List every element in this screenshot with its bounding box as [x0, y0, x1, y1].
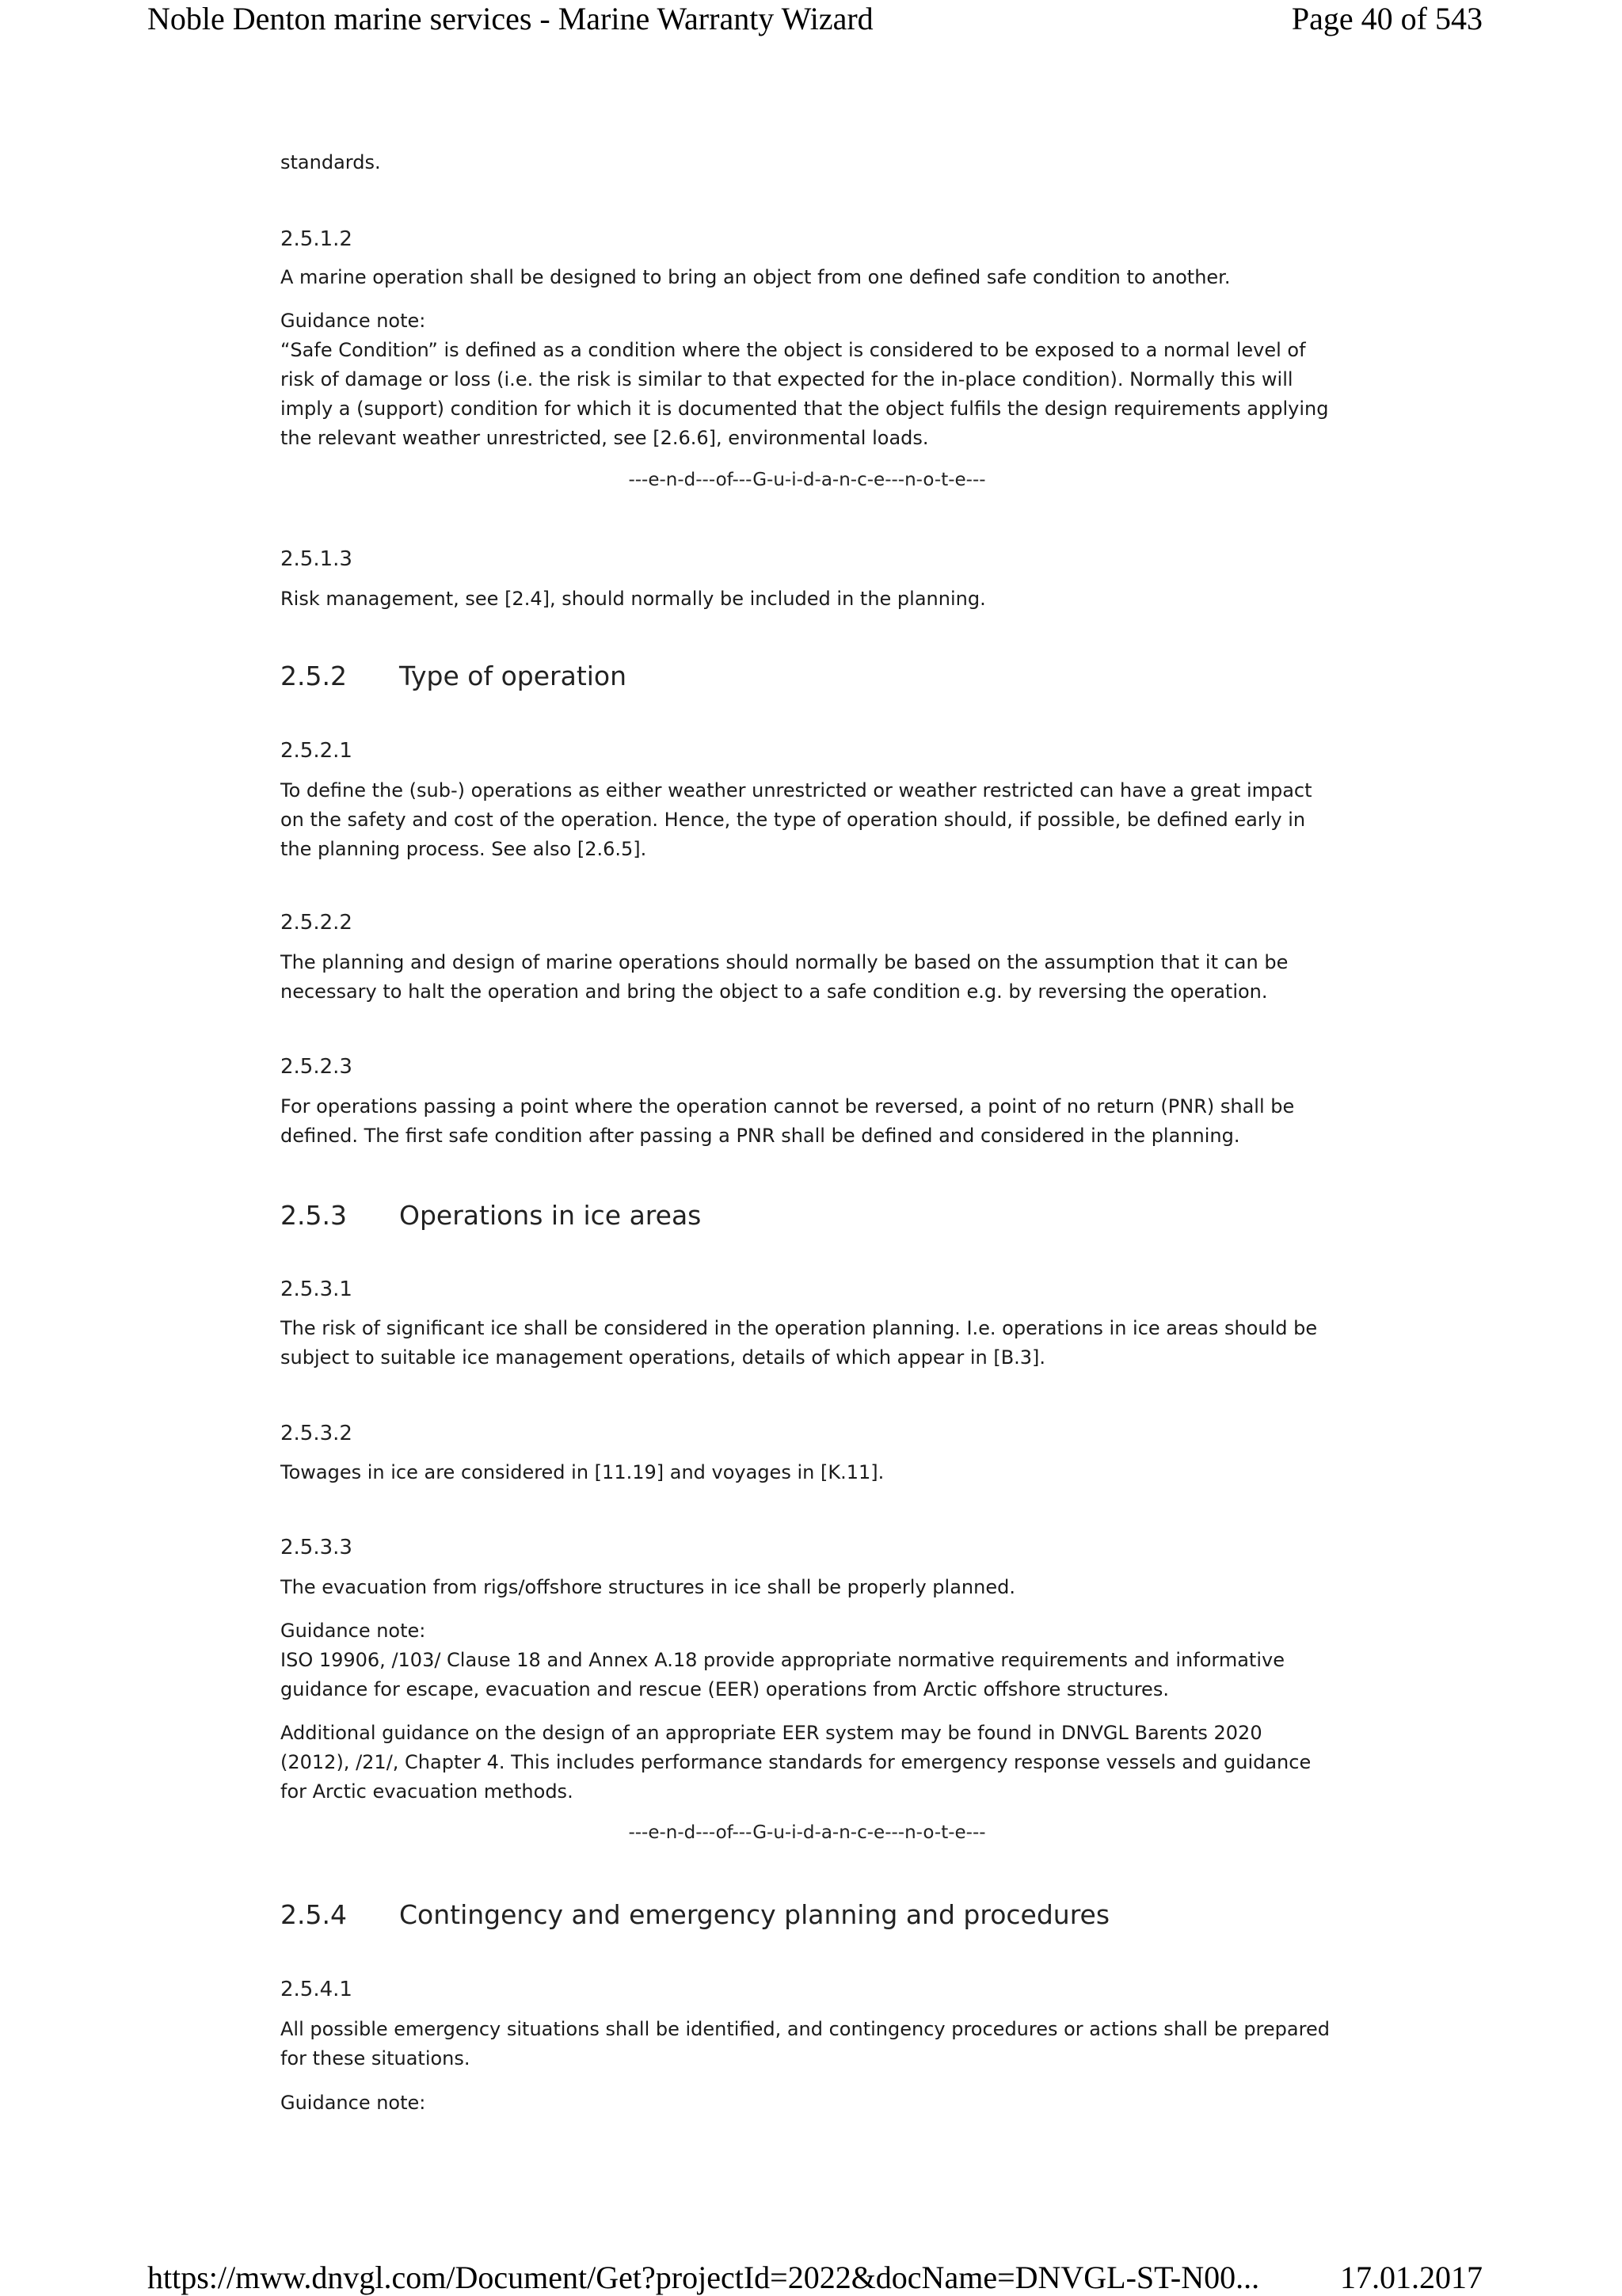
- clause-text-2-5-2-2: The planning and design of marine operations should normally be based on the assumption that it can be necessary to halt the operation and bring the object to a safe condition e.g. by reversing the operation.: [280, 951, 1289, 1003]
- clause-number-2-5-3-1: 2.5.3.1: [280, 1277, 352, 1301]
- clause-text-2-5-3-3: The evacuation from rigs/offshore structures in ice shall be properly planned.: [280, 1576, 1015, 1598]
- section-number: 2.5.2: [280, 661, 347, 691]
- clause-number-2-5-3-3: 2.5.3.3: [280, 1536, 352, 1559]
- page-number: Page 40 of 543: [1291, 1, 1483, 36]
- section-number: 2.5.4: [280, 1899, 347, 1930]
- clause-text-2-5-2-3: For operations passing a point where the operation cannot be reversed, a point of no return (PNR) shall be defined. The first safe condition after passing a PNR shall be defined and considered in the planning.: [280, 1095, 1295, 1147]
- clause-number-2-5-2-3: 2.5.2.3: [280, 1055, 352, 1079]
- clause-number-2-5-1-3: 2.5.1.3: [280, 547, 352, 571]
- clause-text-2-5-3-2: Towages in ice are considered in [11.19] and voyages in [K.11].: [280, 1461, 885, 1483]
- section-heading-2-5-3: [280, 1200, 701, 1231]
- clause-text-2-5-1-2: A marine operation shall be designed to bring an object from one defined safe condition to another.: [280, 266, 1231, 288]
- section-title: Operations in ice areas: [399, 1200, 702, 1231]
- guidance-note-text: “Safe Condition” is defined as a condition where the object is considered to be exposed to a normal level of risk of damage or loss (i.e. the risk is similar to that expected for the in-place condition). Normally this will imply a (support) condition for which it is documented that the object fulfils the design requirements applying the relevant weather unrestricted, see [2.6.6], environmental loads.: [280, 339, 1329, 449]
- clause-number-2-5-2-2: 2.5.2.2: [280, 911, 352, 935]
- section-title: Contingency and emergency planning and procedures: [399, 1899, 1110, 1930]
- section-number: 2.5.3: [280, 1200, 347, 1231]
- clause-text-2-5-3-1: The risk of significant ice shall be considered in the operation planning. I.e. operations in ice areas should be subject to suitable ice management operations, details of which appear in [B.3].: [280, 1317, 1318, 1369]
- clause-number-2-5-2-1: 2.5.2.1: [280, 739, 352, 763]
- guidance-note-end-marker: ---e-n-d---of---G-u-i-d-a-n-c-e---n-o-t-e---: [628, 1822, 986, 1843]
- paragraph-standards-tail: standards.: [280, 151, 381, 173]
- clause-text-2-5-1-3: Risk management, see [2.4], should normally be included in the planning.: [280, 588, 986, 610]
- clause-text-2-5-2-1: To define the (sub-) operations as either weather unrestricted or weather restricted can have a great impact on the safety and cost of the operation. Hence, the type of operation should, if possible, be defined early in the planning process. See also [2.6.5].: [280, 779, 1312, 860]
- clause-text-2-5-4-1: All possible emergency situations shall be identified, and contingency procedures or actions shall be prepared for these situations.: [280, 2018, 1330, 2069]
- clause-number-2-5-4-1: 2.5.4.1: [280, 1978, 352, 2001]
- guidance-note-text: Additional guidance on the design of an appropriate EER system may be found in DNVGL Barents 2020 (2012), /21/, Chapter 4. This includes performance standards for emergency response vessels and guidance for Arctic evacuation methods.: [280, 1722, 1312, 1803]
- guidance-note-label: Guidance note:: [280, 2092, 426, 2114]
- clause-number-2-5-1-2: 2.5.1.2: [280, 227, 352, 251]
- header-title: Noble Denton marine services - Marine Warranty Wizard: [147, 1, 874, 36]
- footer-date: 17.01.2017: [1340, 2260, 1483, 2295]
- clause-number-2-5-3-2: 2.5.3.2: [280, 1422, 352, 1445]
- page-footer: [147, 2259, 1483, 2296]
- section-heading-2-5-4: [280, 1899, 1110, 1930]
- section-title: Type of operation: [399, 661, 627, 691]
- section-heading-2-5-2: [280, 661, 626, 691]
- guidance-note-label: Guidance note:: [280, 1620, 426, 1642]
- page-header: [147, 0, 1483, 37]
- guidance-note-end-marker: ---e-n-d---of---G-u-i-d-a-n-c-e---n-o-t-e---: [628, 470, 986, 490]
- guidance-note-label: Guidance note:: [280, 310, 426, 332]
- guidance-note-text: ISO 19906, /103/ Clause 18 and Annex A.18 provide appropriate normative requirements and informative guidance for escape, evacuation and rescue (EER) operations from Arctic offshore structures.: [280, 1649, 1285, 1700]
- footer-url: https://mww.dnvgl.com/Document/Get?projectId=2022&docName=DNVGL-ST-N00...: [147, 2260, 1260, 2295]
